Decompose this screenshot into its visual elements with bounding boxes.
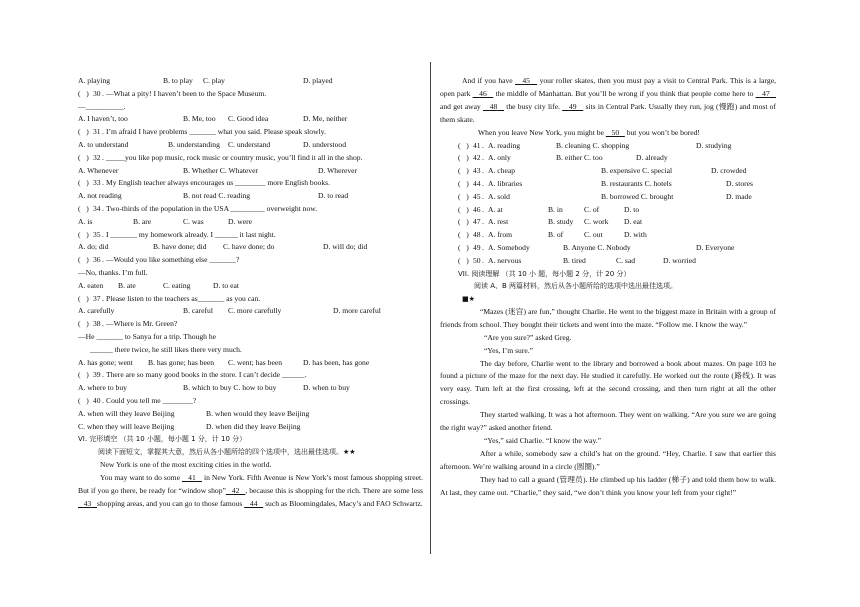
option-d: D. eat (624, 217, 643, 227)
question-paren: ( ) (78, 293, 89, 303)
option-a: A. eaten (78, 280, 104, 290)
options-row (78, 113, 423, 126)
option-a: A. nervous (488, 255, 522, 265)
answer-line (78, 101, 423, 114)
option-b: B. has gone; has been (148, 357, 215, 367)
question-row (78, 177, 423, 190)
section6-heading-text: VI. 完形填空 （共 10 小题，每小题 1 分，计 10 分） (78, 435, 247, 444)
question-text: Two-thirds of the population in the USA _________ overweight now. (106, 203, 318, 213)
option-c: C. more carefully (228, 306, 282, 316)
option-c: C. out (584, 230, 603, 240)
section6-instruction-text: 阅读下面短文，掌握其大意，然后从各小题所给的四个选项中，选出最佳选项。★★ (98, 448, 356, 457)
answer-text: —He _______ to Sanya for a trip. Though he (78, 331, 216, 341)
question-paren: ( ) (458, 191, 469, 201)
question-text: _____you like pop music, rock music or country music, you’ll find it all in the shop. (106, 152, 363, 162)
section7-instruction: 阅读 A、B 两篇材料，然后从各小题所给的选项中选出最佳选项。 (474, 282, 678, 291)
question-number: 35 (93, 229, 101, 239)
reading-paragraph: “Mazes (迷宫) are fun,” thought Charlie. He went to the biggest maze in Britain with a group of friends from school. They bought their tickets and went into the maze. “Follow me. I know the way.” (440, 306, 776, 329)
option-b: B. to play (163, 76, 193, 85)
option-a: A. rest (488, 217, 509, 227)
option-c: C. sad (616, 255, 635, 265)
option-b: B. Anyone C. Nobody (563, 242, 631, 252)
question-dot: . (482, 242, 484, 252)
question-paren: ( ) (78, 178, 89, 188)
answer-line (78, 331, 423, 344)
options-row (78, 305, 423, 318)
question-dot: . (482, 204, 484, 214)
options-row (78, 357, 423, 370)
cloze-option-row (440, 216, 776, 229)
blank-49: 49 (568, 101, 577, 111)
option-c: C. understand (228, 139, 271, 149)
cloze-paragraph-3: When you leave New York, you might be 50 but you won’t be bored! (478, 127, 700, 137)
options-row (78, 408, 423, 421)
question-paren: ( ) (458, 230, 469, 240)
option-d: D. stores (726, 178, 753, 188)
option-d: D. has been, has gone (303, 357, 370, 367)
option-a: A. libraries (488, 178, 523, 188)
question-row (78, 152, 423, 165)
option-b: B. Me, too (183, 114, 216, 124)
option-d: D. made (726, 191, 752, 201)
options-row (78, 139, 423, 152)
blank-43 (78, 499, 97, 508)
option-a: A. do; did (78, 242, 109, 252)
option-a: A. where to buy (78, 383, 127, 393)
question-number: 45 (473, 191, 481, 201)
option-a: A. only (488, 153, 511, 163)
question-text: —What a pity! I haven’t been to the Space Museum. (106, 88, 267, 98)
question-dot: . (102, 178, 104, 188)
option-c: C. went; has been (228, 357, 282, 367)
option-a: A. carefully (78, 306, 115, 316)
blank-number: 41 (188, 472, 196, 482)
option-a: C. when they will leave Beijing (78, 421, 175, 431)
option-d: D. played (303, 76, 333, 85)
question-paren: ( ) (78, 127, 89, 137)
option-d: D. Everyone (696, 242, 735, 252)
option-b: B. study (548, 217, 574, 227)
right-column (440, 75, 776, 499)
cloze-option-row (440, 178, 776, 191)
question-row (78, 203, 423, 216)
option-a: A. Whenever (78, 165, 119, 175)
blank-42 (226, 486, 245, 495)
question-number: 38 (93, 319, 101, 329)
options-row (78, 382, 423, 395)
question-paren: ( ) (458, 255, 469, 265)
column-divider (430, 62, 431, 554)
options-row (78, 165, 423, 178)
question-number: 31 (93, 127, 101, 137)
cloze-first-line (78, 459, 423, 472)
question-dot: . (102, 152, 104, 162)
option-a: A. has gone; went (78, 357, 133, 367)
option-d: D. understood (303, 139, 347, 149)
question-number: 30 (93, 88, 101, 98)
reading-paragraph: They started walking. It was a hot afternoon. They went on walking. “Are you sure we are going the right way?” asked another friend. (440, 410, 776, 433)
reading-paragraph: “Are you sure?” asked Greg. (484, 332, 572, 342)
question-paren: ( ) (78, 319, 89, 329)
question-dot: . (482, 140, 484, 150)
question-text: My English teacher always encourages us ________ more English books. (106, 178, 330, 188)
cloze-text: in New York. Fifth Avenue is New York’s most famous shopping street. But if you go there, be ready for “window shop” (78, 472, 423, 495)
option-d: D. will do; did (323, 242, 368, 252)
question-number: 49 (473, 242, 481, 252)
blank-48: 48 (489, 101, 498, 111)
option-a: A. Somebody (488, 242, 530, 252)
option-a: A. cheap (488, 166, 515, 176)
blank-46: 46 (479, 88, 487, 98)
option-a: A. when will they leave Beijing (78, 408, 175, 418)
option-c: C. Good idea (228, 114, 269, 124)
answer-text: —No, thanks. I’m full. (78, 267, 148, 277)
question-text: There are so many good books in the store. I can’t decide ______. (106, 370, 307, 380)
option-d: D. more careful (333, 306, 381, 316)
question-paren: ( ) (78, 255, 89, 265)
option-d: D. were (228, 216, 253, 226)
question-row (78, 369, 423, 382)
option-b: B. have done; did (153, 242, 207, 252)
option-b: B. ate (118, 280, 136, 290)
option-b: B. are (133, 216, 152, 226)
question-dot: . (102, 203, 104, 213)
question-number: 40 (93, 395, 101, 405)
question-paren: ( ) (78, 229, 89, 239)
option-a: A. reading (488, 140, 521, 150)
question-dot: . (482, 178, 484, 188)
option-a: A. I haven’t, too (78, 114, 128, 124)
question-paren: ( ) (78, 152, 89, 162)
reading-paragraph: After a while, somebody saw a child’s hat on the ground. “Hey, Charlie. I saw that earlier this afternoon. We’re walking around in a circle (圆圈).” (440, 448, 776, 471)
blank-41 (182, 473, 202, 482)
question-dot: . (102, 370, 104, 380)
reading-paragraph: They had to call a guard (管理员). He climbed up his ladder (梯子) and told them how to walk. At last, they came out. “Charlie,” they said, “we don’t think you know your left from your right!” (440, 474, 776, 497)
cloze-text: such as Bloomingdales, Macy’s and FAO Schwartz. (263, 498, 423, 508)
question-paren: ( ) (458, 204, 469, 214)
options-row (78, 216, 423, 229)
option-d: D. to read (318, 191, 349, 201)
cloze-text: , because this is shopping for the rich. There are some less (245, 485, 423, 495)
question-dot: . (102, 88, 104, 98)
cloze-paragraph-1 (78, 472, 423, 511)
answer-text: ______ there twice, he still likes there very much. (90, 344, 242, 354)
question-text: Could you tell me ________? (106, 395, 197, 405)
option-b: B. tired (563, 255, 586, 265)
question-paren: ( ) (458, 140, 469, 150)
question-number: 43 (473, 166, 481, 176)
section6-heading (78, 433, 423, 446)
option-a: A. at (488, 204, 503, 214)
option-d: D. when to buy (303, 383, 350, 393)
blank-number: 43 (83, 498, 92, 508)
option-b: B. expensive C. special (601, 166, 673, 176)
question-dot: . (482, 191, 484, 201)
question-text: —Where is Mr. Green? (106, 319, 178, 329)
left-column (78, 75, 423, 510)
reading-paragraph: “Yes, I’m sure.” (484, 345, 533, 355)
cloze-first-text: New York is one of the most exciting cities in the world. (100, 459, 272, 469)
option-d: D. crowded (711, 166, 747, 176)
passage-a-label: ■★ (462, 295, 475, 304)
question-row (78, 318, 423, 331)
question-row (78, 229, 423, 242)
question-dot: . (482, 153, 484, 163)
option-b: B. of (548, 230, 564, 240)
blank-number: 42 (231, 485, 240, 495)
question-text: Please listen to the teachers as_______ as you can. (106, 293, 261, 303)
option-d: D. worried (663, 255, 696, 265)
option-d: D. to (624, 204, 640, 214)
question-text: I’m afraid I have problems _______ what you said. Please speak slowly. (106, 127, 326, 137)
question-number: 41 (473, 140, 481, 150)
question-paren: ( ) (458, 217, 469, 227)
cloze-option-row (440, 255, 776, 268)
question-row (78, 293, 423, 306)
question-row (78, 254, 423, 267)
option-b: B. not read C. reading (183, 191, 251, 201)
options-row (78, 280, 423, 293)
question-row (78, 126, 423, 139)
option-b: B. when would they leave Beijing (206, 408, 310, 418)
option-d: D. to eat (213, 280, 239, 290)
option-d: D. Me, neither (303, 114, 348, 124)
question-dot: . (102, 293, 104, 303)
option-b: B. cleaning C. shopping (556, 140, 630, 150)
answer-line (78, 267, 423, 280)
option-b: B. restaurants C. hotels (601, 178, 672, 188)
reading-paragraph: “Yes,” said Charlie. “I know the way.” (484, 435, 602, 445)
cloze-options (440, 140, 776, 268)
cloze-option-row (440, 165, 776, 178)
cloze-option-row (440, 242, 776, 255)
question-row (78, 88, 423, 101)
blank-44 (244, 499, 263, 508)
question-paren: ( ) (458, 178, 469, 188)
option-a: A. sold (488, 191, 510, 201)
question-number: 47 (473, 217, 481, 227)
option-a: A. not reading (78, 191, 122, 201)
option-b: B. understanding (168, 139, 220, 149)
question-paren: ( ) (458, 242, 469, 252)
option-d: D. already (636, 153, 668, 163)
option-c: C. eating (163, 280, 191, 290)
question-dot: . (482, 217, 484, 227)
blank-50: 50 (611, 127, 620, 137)
option-c: C. work (584, 217, 609, 227)
cloze-option-row (440, 140, 776, 153)
reading-paragraph: The day before, Charlie went to the library and borrowed a book about mazes. On page 103 he found a picture of the maze for the next day. He studied it carefully. He worked out the route (路线). It was very easy. Turn left at the first crossing, left at the second crossing, and then turn right at all the other crossings. (440, 358, 776, 407)
question-dot: . (102, 255, 104, 265)
question-dot: . (102, 319, 104, 329)
question-number: 32 (93, 152, 101, 162)
option-d: D. studying (696, 140, 732, 150)
option-c: C. of (584, 204, 600, 214)
answer-text: —__________. (78, 101, 126, 111)
option-b: B. Whether C. Whatever (183, 165, 258, 175)
option-a: A. playing (78, 76, 111, 85)
question-paren: ( ) (458, 153, 469, 163)
option-c: C. was (183, 216, 204, 226)
question-dot: . (482, 230, 484, 240)
question-number: 42 (473, 153, 481, 163)
option-a: A. is (78, 216, 93, 226)
question-number: 50 (473, 255, 481, 265)
question-dot: . (102, 395, 104, 405)
question-paren: ( ) (78, 370, 89, 380)
question-number: 33 (93, 178, 101, 188)
option-d: D. Wherever (318, 165, 358, 175)
cloze-text: You may want to do some (100, 472, 182, 482)
option-b: D. when did they leave Beijing (206, 421, 301, 431)
answer-line (78, 344, 423, 357)
options-row (78, 190, 423, 203)
option-a: A. from (488, 230, 513, 240)
question-paren: ( ) (78, 395, 89, 405)
option-d: D. with (624, 230, 647, 240)
reading-passage-a (440, 306, 776, 500)
question-paren: ( ) (458, 166, 469, 176)
question-dot: . (102, 127, 104, 137)
question-number: 46 (473, 204, 481, 214)
question-text: I _______ my homework already. I ______ it last night. (106, 229, 276, 239)
blank-number: 44 (249, 498, 258, 508)
cloze-paragraph-2: And if you have 45 your roller skates, then you must pay a visit to Central Park. This is a large, open park 46 the middle of Manhattan. But you’ll be wrong if you think that people come here to 47 and get away 48 the busy city life. 49 sits in Central Park. Usually they run, jog (慢跑) and most of them skate. (440, 76, 776, 124)
question-paren: ( ) (78, 88, 89, 98)
option-b: B. borrowed C. brought (601, 191, 674, 201)
cloze-option-row (440, 191, 776, 204)
question-number: 44 (473, 178, 481, 188)
option-b: B. either C. too (556, 153, 603, 163)
cloze-text: shopping areas, and you can go to those famous (97, 498, 245, 508)
question-number: 48 (473, 230, 481, 240)
options-row (78, 421, 423, 434)
option-a: A. to understand (78, 139, 129, 149)
question-number: 39 (93, 370, 101, 380)
question-dot: . (482, 255, 484, 265)
question-number: 36 (93, 255, 101, 265)
blank-45: 45 (522, 76, 530, 85)
question-row (78, 395, 423, 408)
question-dot: . (482, 166, 484, 176)
cloze-option-row (440, 229, 776, 242)
options-row (78, 241, 423, 254)
option-b: B. careful (183, 306, 213, 316)
cloze-option-row (440, 152, 776, 165)
option-c: C. have done; do (223, 242, 275, 252)
option-c: C. play (203, 76, 225, 85)
question-number: 34 (93, 203, 101, 213)
option-b: B. in (548, 204, 563, 214)
section7-heading: VII. 阅读理解 （共 10 小 题，每小题 2 分，计 20 分） (458, 269, 631, 278)
options-row (78, 75, 423, 88)
cloze-option-row (440, 204, 776, 217)
question-paren: ( ) (78, 203, 89, 213)
blank-47: 47 (762, 88, 770, 98)
option-b: B. which to buy C. how to buy (183, 383, 277, 393)
section6-instruction (78, 446, 423, 459)
question-text: —Would you like something else _______? (106, 255, 240, 265)
question-number: 37 (93, 293, 101, 303)
question-dot: . (102, 229, 104, 239)
